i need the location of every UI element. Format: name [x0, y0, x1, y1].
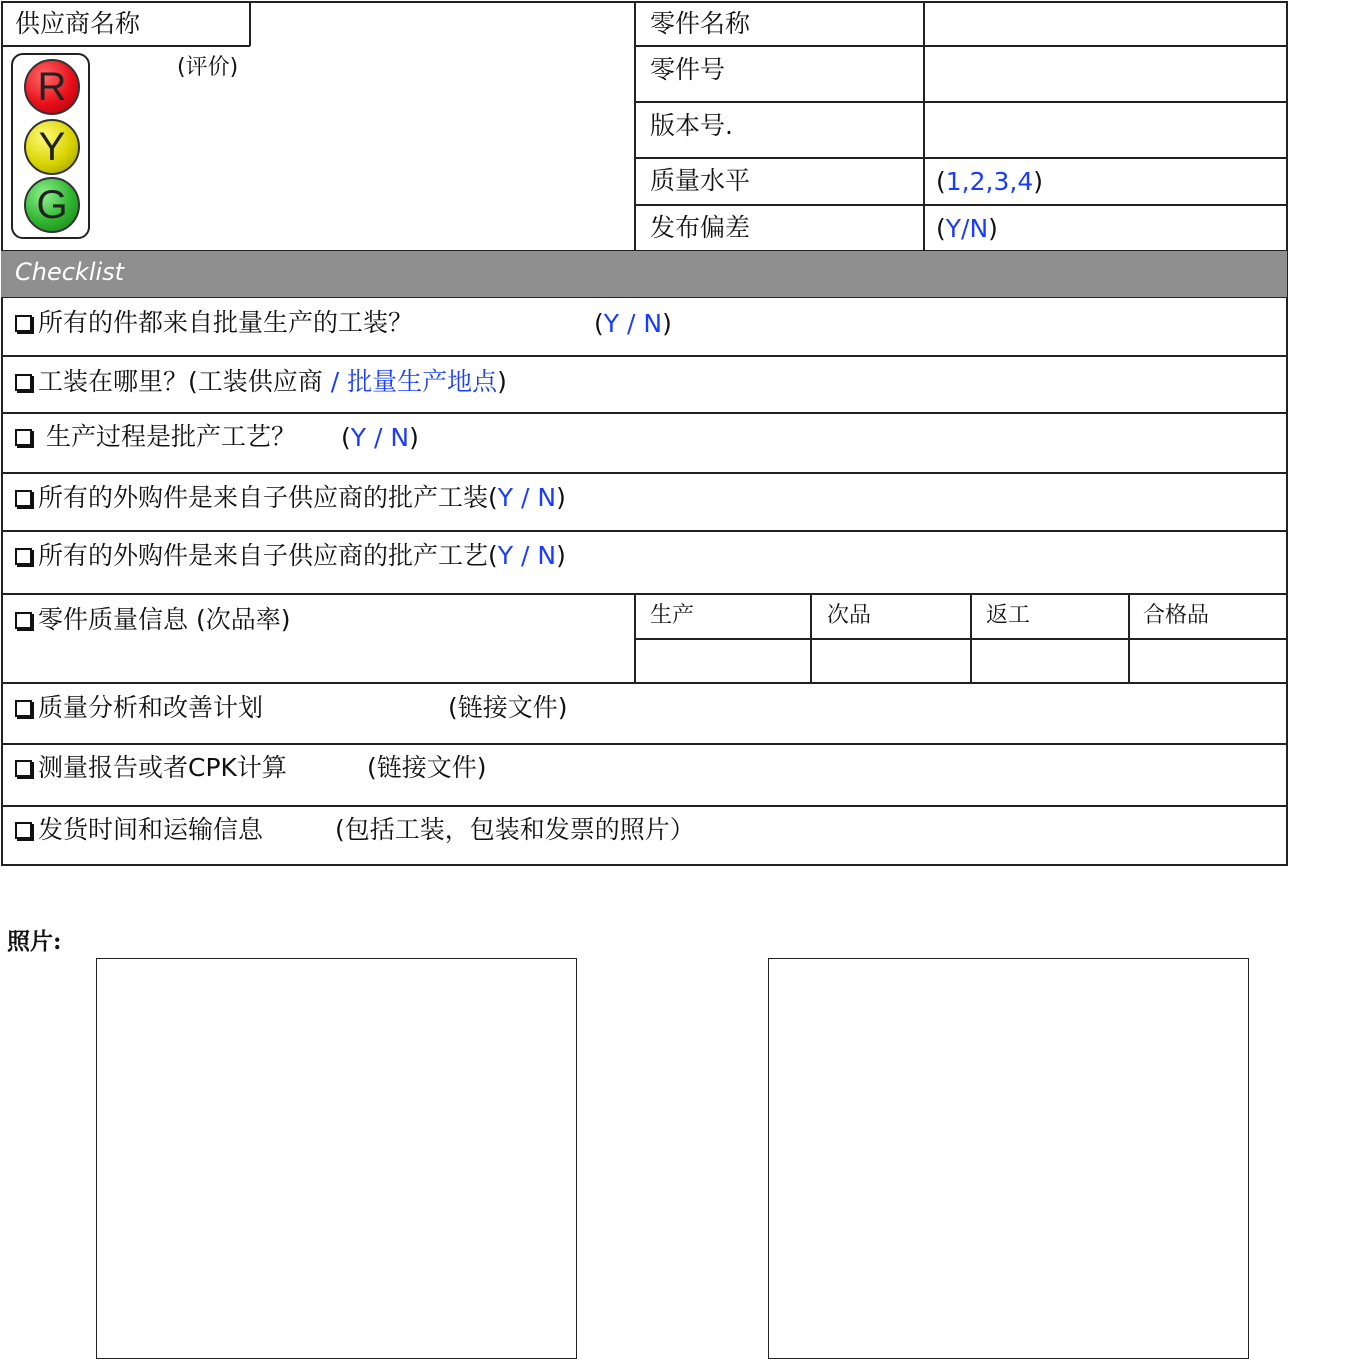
- part-name-field[interactable]: [925, 3, 1285, 45]
- link-file[interactable]: (链接文件): [448, 693, 568, 722]
- red-light-icon[interactable]: R: [24, 59, 80, 115]
- col-good-parts: 合格品: [1143, 603, 1210, 628]
- checkbox-icon[interactable]: [15, 374, 32, 391]
- col-defect: 次品: [827, 603, 872, 628]
- green-light-icon[interactable]: G: [24, 177, 80, 233]
- photos-label: 照片:: [7, 928, 62, 955]
- quality-level-options: 1,2,3,4: [945, 167, 1034, 196]
- release-deviation-value[interactable]: (Y/N): [936, 214, 998, 243]
- checklist-item-quality-info[interactable]: 零件质量信息 (次品率): [15, 605, 290, 635]
- checkbox-icon[interactable]: [15, 490, 32, 507]
- checkbox-icon[interactable]: [15, 548, 32, 565]
- checklist-item-tooling-location[interactable]: 工装在哪里？(工装供应商 / 批量生产地点): [15, 367, 507, 397]
- supplier-name-field[interactable]: [251, 3, 633, 45]
- checkbox-icon[interactable]: [15, 700, 32, 717]
- part-name-label: 零件名称: [650, 9, 751, 38]
- release-deviation-label: 发布偏差: [650, 213, 751, 242]
- checkbox-icon[interactable]: [15, 822, 32, 839]
- rework-value-field[interactable]: [972, 640, 1127, 682]
- part-number-field[interactable]: [925, 47, 1285, 101]
- link-file[interactable]: (链接文件): [367, 753, 487, 782]
- checkbox-icon[interactable]: [15, 315, 32, 332]
- checkbox-icon[interactable]: [15, 760, 32, 777]
- checklist-item-quality-analysis[interactable]: 质量分析和改善计划: [15, 693, 263, 723]
- production-value-field[interactable]: [636, 640, 809, 682]
- checklist-header-bar: [1, 251, 1287, 297]
- good-parts-value-field[interactable]: [1130, 640, 1285, 682]
- shipping-note: (包括工装，包装和发票的照片）: [335, 815, 695, 844]
- checklist-item-subsupplier-process[interactable]: 所有的外购件是来自子供应商的批产工艺(Y / N): [15, 541, 566, 571]
- quality-level-value[interactable]: (1,2,3,4): [936, 167, 1043, 196]
- checklist-item-mass-tooling[interactable]: 所有的件都来自批量生产的工装？: [15, 308, 413, 338]
- checkbox-icon[interactable]: [15, 612, 32, 629]
- checklist-item-process[interactable]: 生产过程是批产工艺？: [15, 422, 296, 452]
- yellow-light-icon[interactable]: Y: [24, 119, 80, 175]
- traffic-light-rating[interactable]: [11, 53, 90, 239]
- part-number-label: 零件号: [650, 55, 726, 84]
- version-label: 版本号.: [650, 111, 733, 140]
- defect-value-field[interactable]: [812, 640, 969, 682]
- photo-box-left[interactable]: [96, 958, 577, 1359]
- release-deviation-options: Y/N: [945, 214, 989, 243]
- col-production: 生产: [650, 603, 695, 628]
- checklist-item-subsupplier-tooling[interactable]: 所有的外购件是来自子供应商的批产工装(Y / N): [15, 483, 566, 513]
- quality-level-label: 质量水平: [650, 166, 751, 195]
- col-rework: 返工: [986, 603, 1031, 628]
- checkbox-icon[interactable]: [15, 429, 32, 446]
- photo-box-right[interactable]: [768, 958, 1249, 1359]
- answer-yn[interactable]: (Y / N): [594, 309, 672, 338]
- answer-yn[interactable]: (Y / N): [341, 423, 419, 452]
- checklist-item-measurement-report[interactable]: 测量报告或者CPK计算: [15, 753, 287, 783]
- checklist-item-shipping-info[interactable]: 发货时间和运输信息: [15, 815, 263, 845]
- version-field[interactable]: [925, 103, 1285, 157]
- rating-label: (评价): [177, 55, 239, 80]
- supplier-name-label: 供应商名称: [15, 9, 141, 38]
- checklist-title: Checklist: [15, 258, 125, 286]
